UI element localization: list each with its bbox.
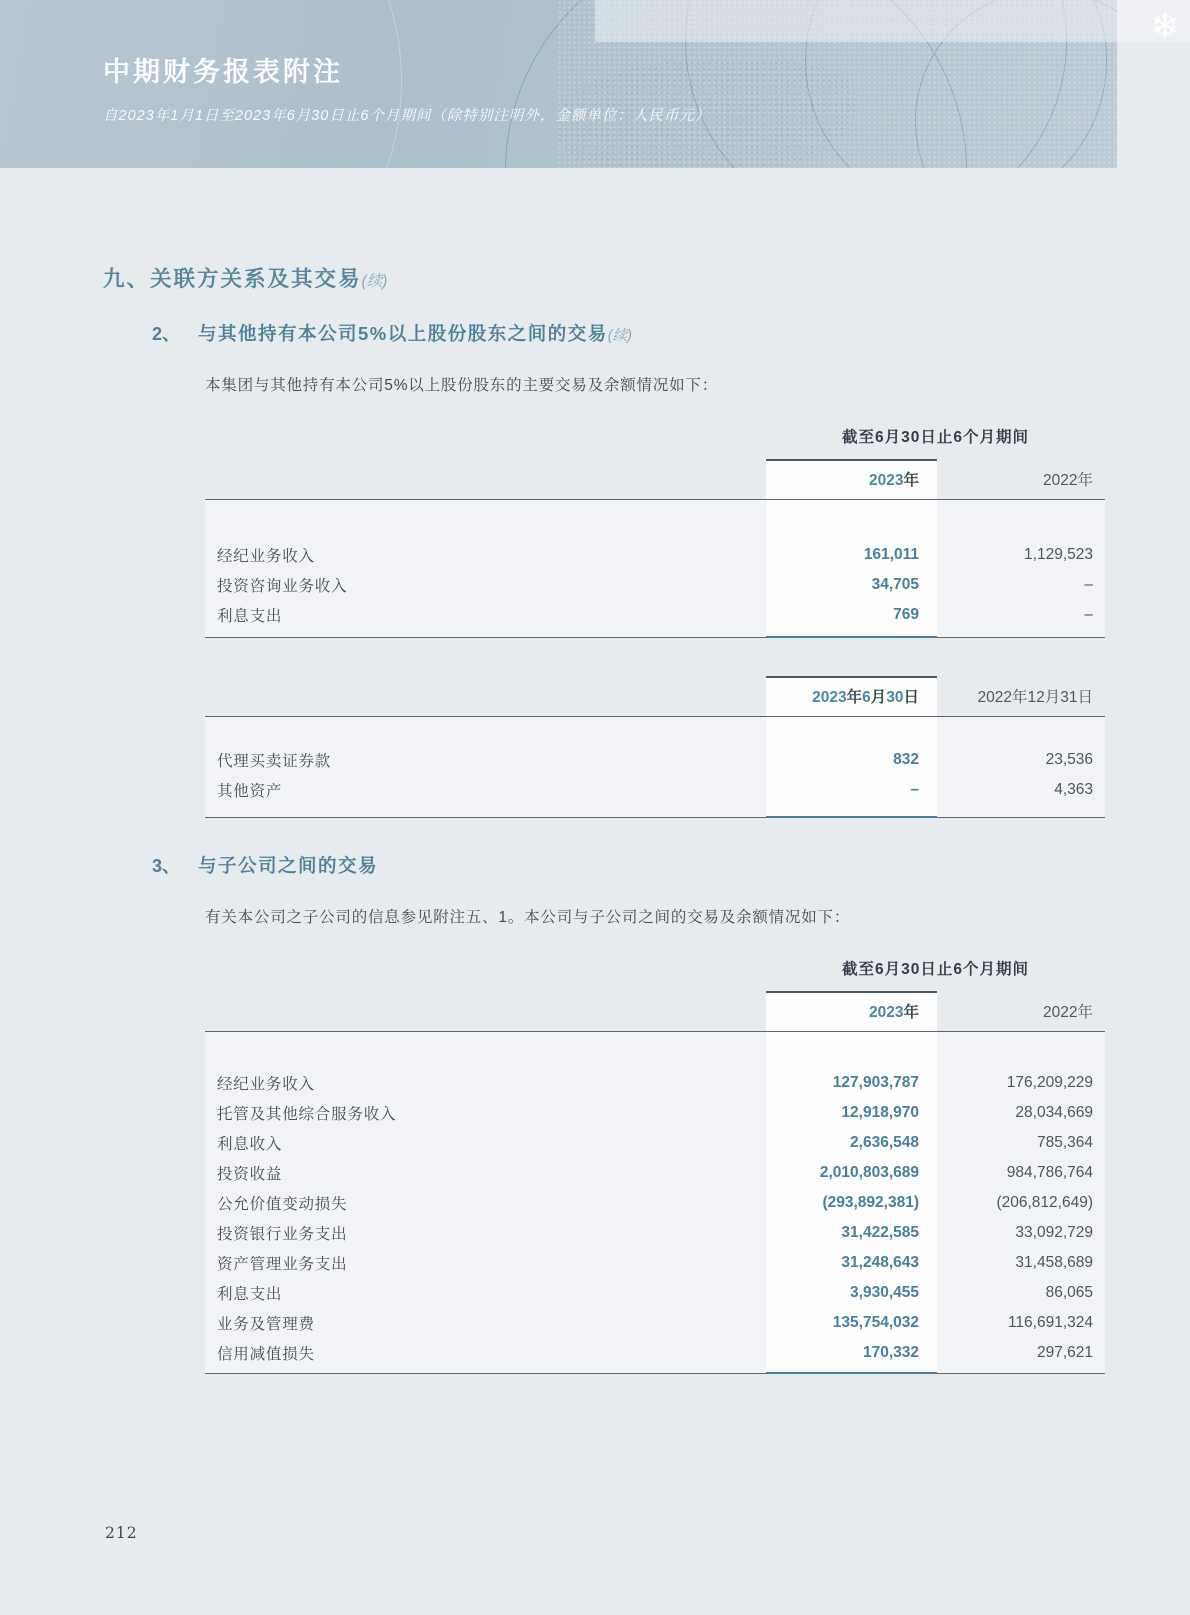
row-label: 投资收益: [217, 1166, 283, 1183]
table-row: [205, 1338, 1105, 1368]
value-2022: –: [1084, 606, 1093, 623]
value-2023: 127,903,787: [832, 1074, 919, 1091]
page-number: 212: [105, 1524, 138, 1542]
value-2022: 1,129,523: [1024, 546, 1093, 563]
value-2022: 176,209,229: [1006, 1074, 1093, 1091]
table-row: [205, 1278, 1105, 1308]
column-header-row: [205, 991, 1105, 1032]
table-row: [205, 775, 1105, 805]
table-row: [205, 1158, 1105, 1188]
section-number: 九、: [103, 267, 151, 291]
value-2023: 161,011: [863, 546, 919, 563]
value-2023: 832: [893, 751, 919, 768]
subsection-title: 与其他持有本公司5%以上股份股东之间的交易(续): [198, 323, 632, 344]
value-2022: 984,786,764: [1006, 1164, 1093, 1181]
row-label: 其他资产: [217, 783, 283, 800]
subsection-number: 2、: [152, 324, 181, 344]
subsection-2-intro: 本集团与其他持有本公司5%以上股份股东的主要交易及余额情况如下：: [205, 377, 719, 394]
value-2022: –: [1084, 576, 1093, 593]
period-header: 截至6月30日止6个月期间: [842, 429, 1029, 446]
row-label: 利息收入: [217, 1136, 283, 1153]
value-2023: 34,705: [871, 576, 919, 593]
row-label: 利息支出: [217, 608, 283, 625]
value-2022: 86,065: [1045, 1284, 1093, 1301]
page-subtitle: 自2023年1月1日至2023年6月30日止6个月期间（除特别注明外，金额单位：人民币元）: [103, 108, 711, 124]
column-header-2023: 2023年: [869, 472, 919, 489]
table-row: [205, 1068, 1105, 1098]
value-2022: 785,364: [1036, 1134, 1093, 1151]
subsection-2-heading: [152, 320, 1190, 346]
snowflake-icon: ❄: [1150, 6, 1181, 47]
period-header-row: [205, 425, 1105, 459]
row-label: 托管及其他综合服务收入: [217, 1106, 397, 1123]
column-header-2022: 2022年: [1043, 472, 1093, 489]
column-header-2022-12-31: 2022年12月31日: [977, 689, 1093, 706]
table-body: [205, 717, 1105, 818]
value-2022: 31,458,689: [1015, 1254, 1093, 1271]
subsection-number: 3、: [152, 856, 181, 876]
table-row: [205, 1128, 1105, 1158]
row-label: 信用减值损失: [217, 1346, 315, 1363]
value-2022: 33,092,729: [1015, 1224, 1093, 1241]
column-header-row: [205, 459, 1105, 500]
shareholder-transactions-table: [205, 425, 1105, 638]
subsection-3-intro: 有关本公司之子公司的信息参见附注五、1。本公司与子公司之间的交易及余额情况如下：: [205, 909, 851, 926]
row-label: 经纪业务收入: [217, 1076, 315, 1093]
subsection-title: 与子公司之间的交易: [198, 855, 379, 876]
value-2022: (206,812,649): [996, 1194, 1093, 1211]
table-body: [205, 500, 1105, 638]
table-row: [205, 1218, 1105, 1248]
banner-light-strip: [595, 0, 1190, 42]
value-2022: 28,034,669: [1015, 1104, 1093, 1121]
value-2023: 12,918,970: [841, 1104, 919, 1121]
value-2023: 2,636,548: [850, 1134, 919, 1151]
row-label: 资产管理业务支出: [217, 1256, 348, 1273]
section-continued-mark: (续): [361, 273, 388, 290]
subsidiary-transactions-table: [205, 957, 1105, 1374]
table-row: [205, 540, 1105, 570]
table-row: [205, 1248, 1105, 1278]
section-heading: [103, 262, 1190, 293]
table-row: [205, 1188, 1105, 1218]
value-2023: 31,248,643: [841, 1254, 919, 1271]
value-2023: 135,754,032: [832, 1314, 919, 1331]
row-label: 代理买卖证券款: [217, 753, 332, 770]
row-label: 利息支出: [217, 1286, 283, 1303]
row-label: 投资咨询业务收入: [217, 578, 348, 595]
value-2022: 116,691,324: [1007, 1314, 1093, 1331]
value-2023: 3,930,455: [850, 1284, 919, 1301]
row-label: 业务及管理费: [217, 1316, 315, 1333]
value-2023: 31,422,585: [841, 1224, 919, 1241]
subsection-3-heading: [152, 852, 1190, 878]
value-2023: 2,010,803,689: [819, 1164, 919, 1181]
subsection-continued-mark: (续): [607, 328, 632, 344]
page-title: 中期财务报表附注: [103, 57, 343, 88]
table-row: [205, 570, 1105, 600]
value-2023: –: [910, 781, 919, 798]
table-row: [205, 1098, 1105, 1128]
table-row: [205, 600, 1105, 630]
shareholder-balances-table: [205, 676, 1105, 818]
section-title: 关联方关系及其交易: [150, 267, 362, 291]
period-header-row: [205, 957, 1105, 991]
banner-text-block: [103, 50, 710, 125]
value-2022: 297,621: [1036, 1344, 1093, 1361]
value-2023: (293,892,381): [822, 1194, 919, 1211]
row-label: 投资银行业务支出: [217, 1226, 348, 1243]
row-label: 公允价值变动损失: [217, 1196, 348, 1213]
value-2023: 769: [893, 606, 919, 623]
table-row: [205, 1308, 1105, 1338]
row-label: 经纪业务收入: [217, 548, 315, 565]
table-body: [205, 1032, 1105, 1374]
column-header-row: [205, 676, 1105, 717]
table-row: [205, 745, 1105, 775]
column-header-2022: 2022年: [1043, 1004, 1093, 1021]
value-2022: 23,536: [1045, 751, 1093, 768]
period-header: 截至6月30日止6个月期间: [842, 961, 1029, 978]
page-content: [0, 168, 1190, 1374]
value-2022: 4,363: [1054, 781, 1093, 798]
column-header-2023: 2023年: [869, 1004, 919, 1021]
column-header-2023-06-30: 2023年6月30日: [812, 689, 919, 706]
value-2023: 170,332: [862, 1344, 919, 1361]
